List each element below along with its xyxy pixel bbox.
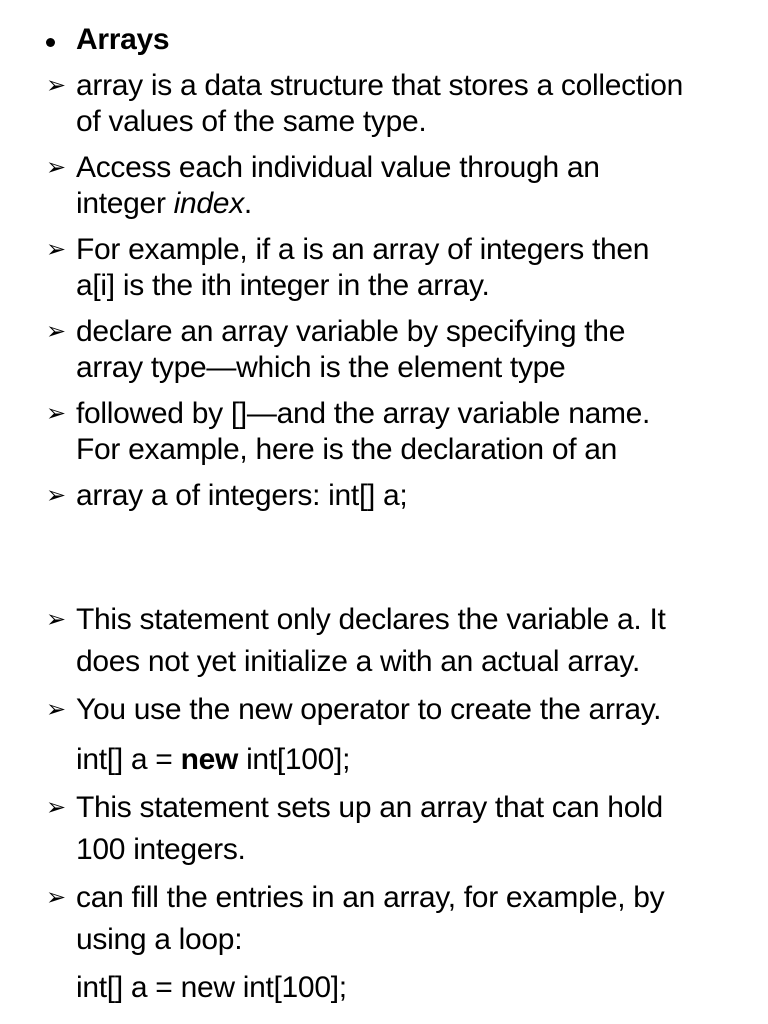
text-segment: integer (76, 187, 174, 220)
bullet-text-line (76, 186, 252, 222)
bullet-text-line: You use the new operator to create the array. (76, 693, 662, 726)
arrow-bullet-icon: ➢ (46, 72, 67, 99)
bullet-text-line: array a of integers: int[] a; (76, 479, 408, 512)
arrow-bullet-icon: ➢ (46, 884, 67, 911)
bullet-text-line: Access each individual value through an (76, 151, 600, 184)
arrow-bullet-icon: ➢ (46, 696, 67, 723)
arrow-bullet-icon: ➢ (46, 482, 67, 509)
code-keyword-new: new (180, 743, 239, 776)
bullet-text-line: using a loop: (76, 923, 243, 956)
bullet-text-line: a[i] is the ith integer in the array. (76, 269, 490, 302)
text-segment: . (243, 187, 252, 220)
arrow-bullet-icon: ➢ (46, 794, 67, 821)
arrow-bullet-icon: ➢ (46, 606, 67, 633)
heading-arrays: Arrays (76, 23, 170, 56)
bullet-text-line: followed by []—and the array variable name. (76, 397, 651, 430)
bullet-text-line: array is a data structure that stores a collection (76, 69, 683, 102)
bullet-text-line: For example, here is the declaration of an (76, 433, 618, 466)
bullet-text-line: 100 integers. (76, 833, 246, 866)
bullet-text-line: This statement sets up an array that can hold (76, 791, 663, 824)
bullet-text-line: This statement only declares the variable a. It (76, 603, 666, 636)
bullet-text-line: array type—which is the element type (76, 351, 566, 384)
code-line: int[] a = new int[100]; (76, 971, 347, 1004)
bullet-dot-icon (46, 38, 55, 47)
bullet-text-line: For example, if a is an array of integers then (76, 233, 650, 266)
bullet-text-line: of values of the same type. (76, 105, 427, 138)
arrow-bullet-icon: ➢ (46, 236, 67, 263)
bullet-text-line: does not yet initialize a with an actual array. (76, 645, 640, 678)
code-segment: int[100]; (238, 743, 351, 776)
emphasis-index: index (173, 187, 244, 220)
code-line (76, 742, 350, 778)
arrow-bullet-icon: ➢ (46, 400, 67, 427)
bullet-text-line: can fill the entries in an array, for example, by (76, 881, 665, 914)
code-segment: int[] a = (76, 743, 181, 776)
bullet-text-line: declare an array variable by specifying the (76, 315, 626, 348)
arrow-bullet-icon: ➢ (46, 318, 67, 345)
arrow-bullet-icon: ➢ (46, 154, 67, 181)
